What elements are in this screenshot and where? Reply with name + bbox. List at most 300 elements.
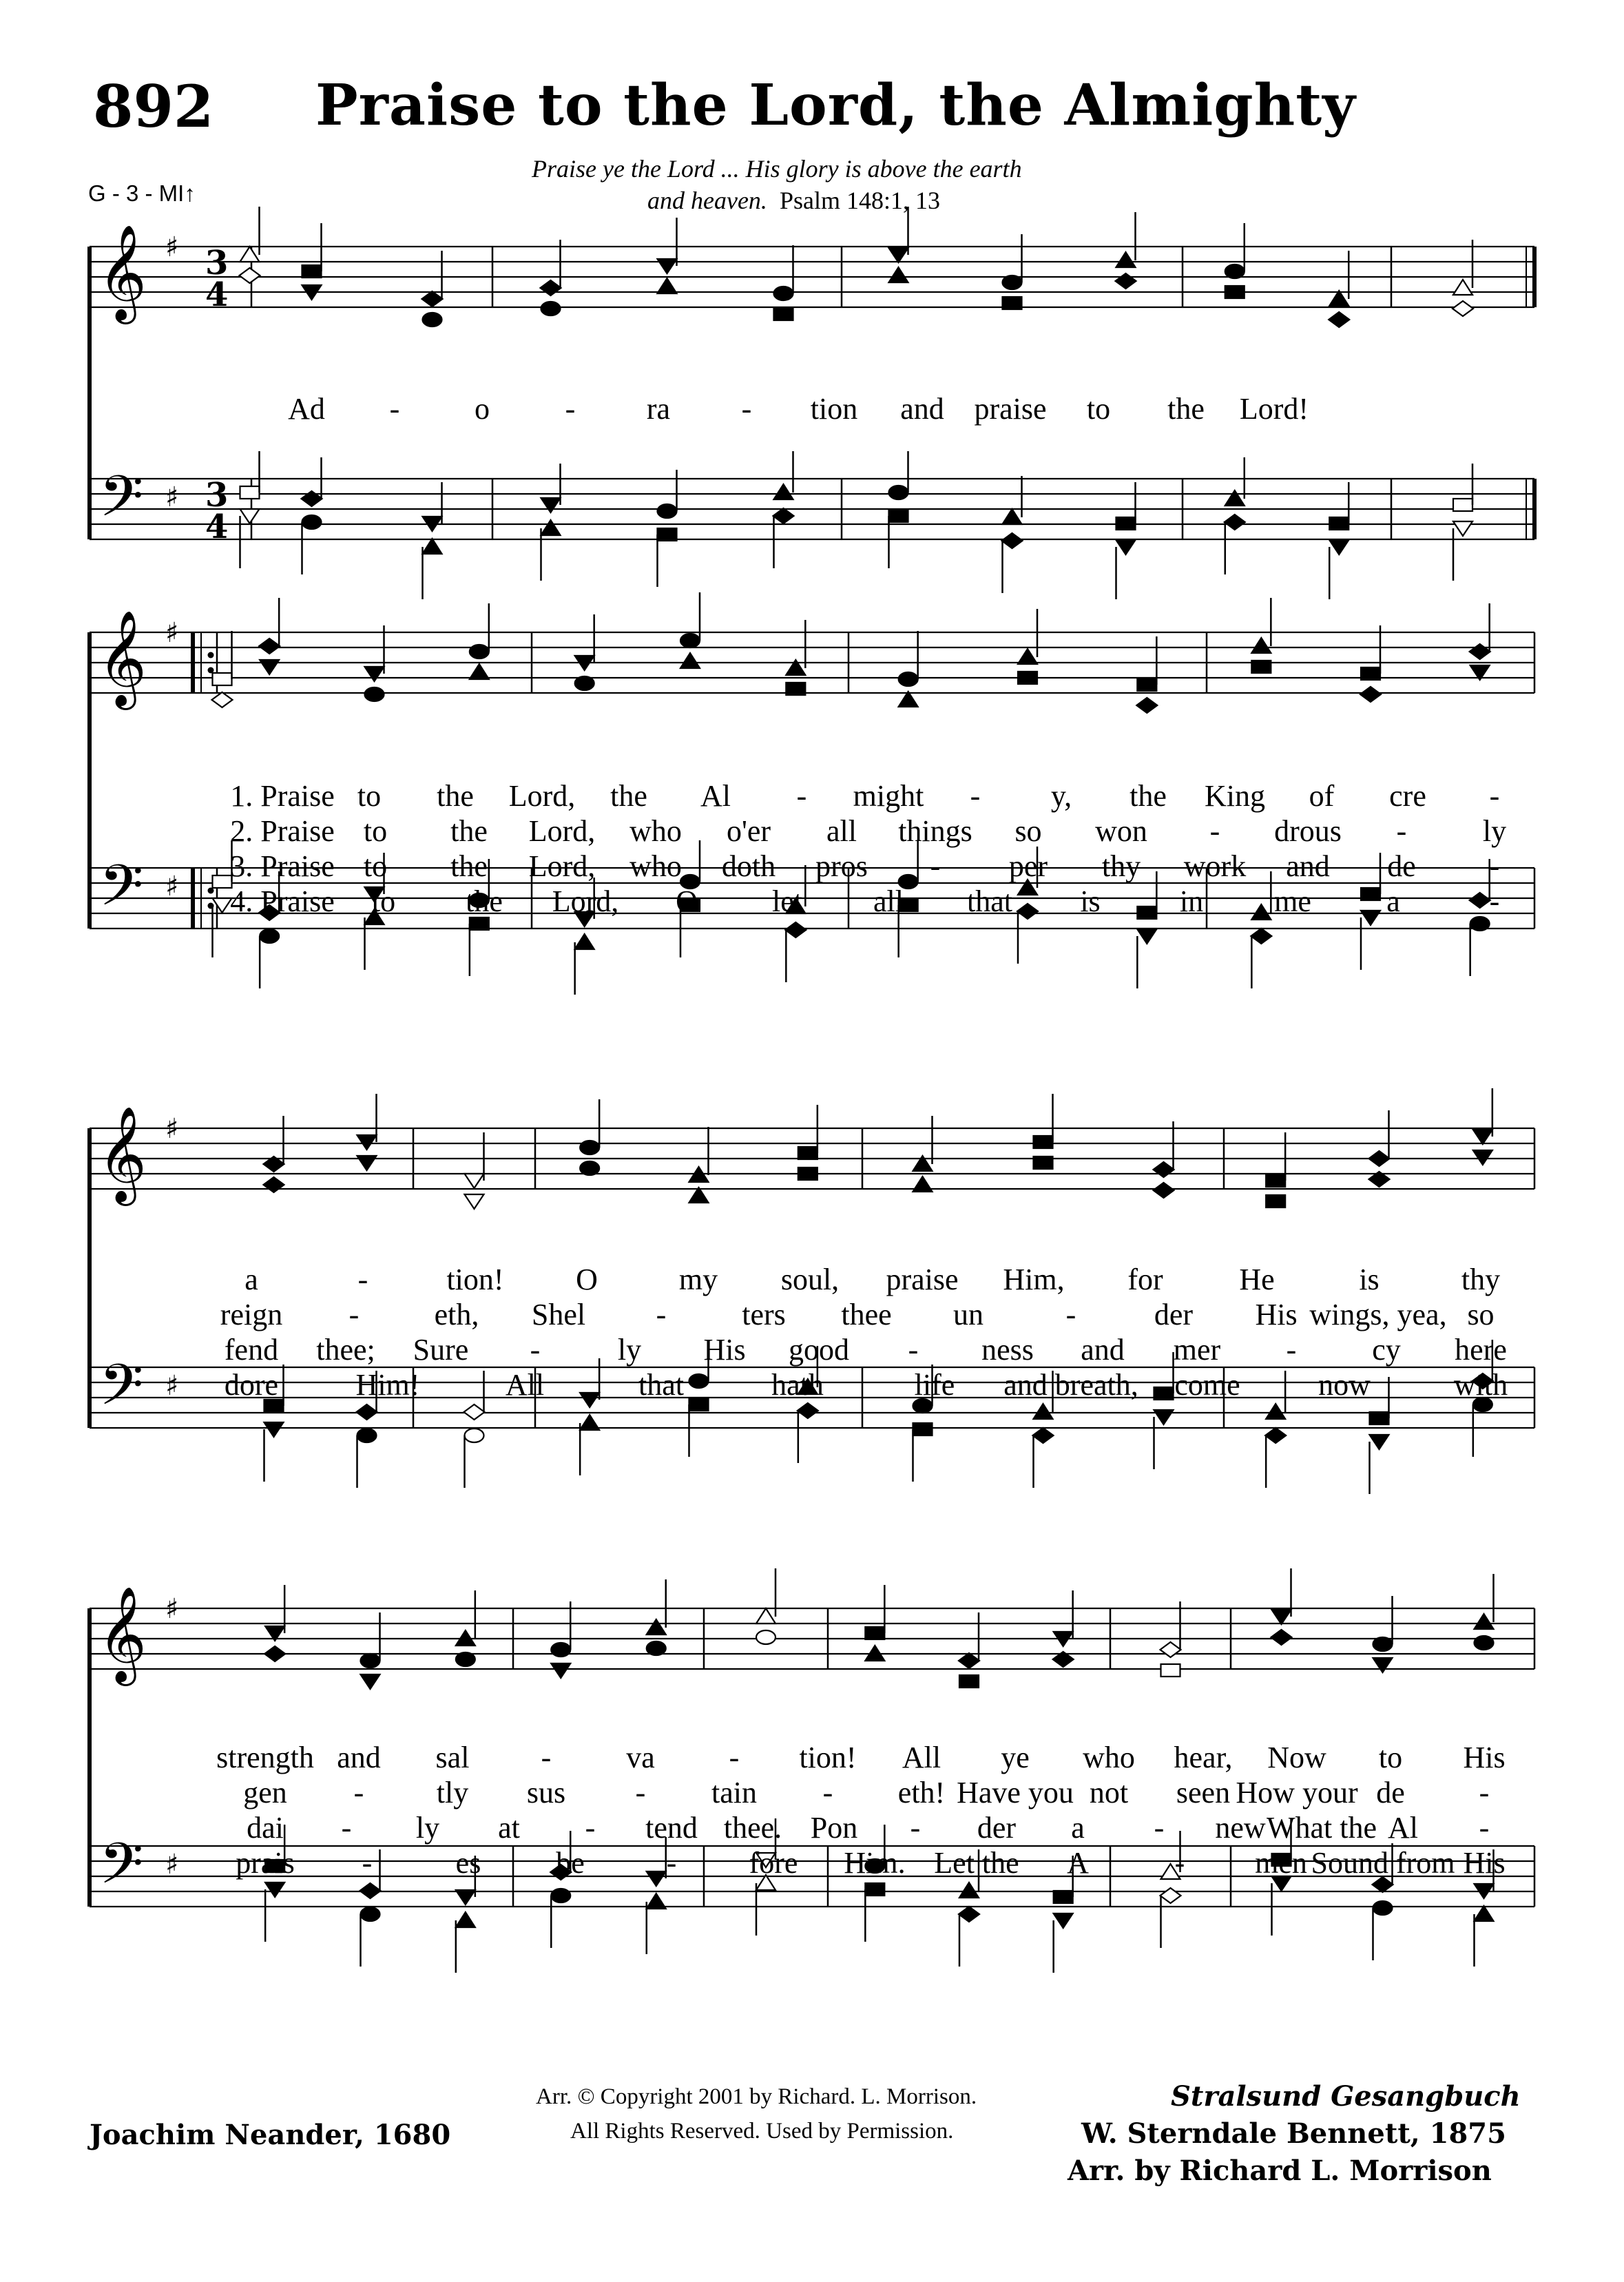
lyric-syllable: tend: [645, 1811, 698, 1845]
bass-note: [580, 1415, 599, 1430]
lyric-syllable: me: [1274, 884, 1311, 918]
lyric-syllable: won: [1095, 814, 1147, 848]
key-sharp: ♯: [165, 617, 179, 649]
lyric-syllable: His: [1463, 1741, 1506, 1774]
bass-note: [647, 1894, 666, 1909]
bass-note: [470, 917, 489, 930]
lyric-syllable: hath: [771, 1368, 824, 1402]
treble-note: [774, 287, 793, 300]
lyric-syllable: -: [1489, 849, 1500, 883]
alto-note: [1018, 672, 1037, 684]
lyric-syllable: -: [910, 1811, 921, 1845]
lyric-syllable: Lord,: [528, 814, 596, 848]
bass-note: [1033, 1428, 1054, 1443]
alto-note: [774, 308, 793, 320]
bass-note: [1225, 515, 1245, 530]
epigraph-line-1: Praise ye the Lord ... His glory is above the earth: [532, 155, 1022, 183]
bass-note: [357, 1429, 377, 1442]
tenor-note: [1329, 517, 1349, 530]
lyric-syllable: ly: [617, 1333, 642, 1367]
lyric-syllable: His: [703, 1333, 746, 1367]
tenor-note: [889, 486, 908, 499]
lyric-syllable: -: [1209, 814, 1220, 848]
lyric-syllable: to: [363, 849, 388, 883]
treble-note: [1116, 252, 1136, 267]
lyric-syllable: How your: [1236, 1776, 1358, 1809]
lyric-syllable: praise: [886, 1263, 959, 1296]
treble-note: [240, 247, 260, 262]
lyric-syllable: 3. Praise: [230, 849, 335, 883]
lyric-syllable: pros: [815, 849, 868, 883]
lyric-syllable: with: [1453, 1368, 1508, 1402]
tenor-note: [1003, 509, 1022, 524]
lyric-syllable: Him!: [355, 1368, 420, 1402]
bass-note: [773, 508, 794, 523]
alto-note: [260, 660, 279, 674]
lyric-syllable: here: [1455, 1333, 1507, 1367]
tenor-note: [580, 1393, 599, 1407]
lyric-syllable: der: [977, 1811, 1017, 1845]
treble-note: [465, 1174, 484, 1188]
lyric-syllable: thy: [1461, 1263, 1501, 1296]
lyric-syllable: -: [341, 1811, 352, 1845]
alto-note: [1360, 687, 1381, 702]
treble-note: [422, 291, 443, 307]
tenor-note: [240, 486, 260, 499]
bass-note: [264, 1422, 284, 1437]
lyric-syllable: might: [853, 779, 924, 813]
lyric-syllable: Al: [1388, 1811, 1418, 1845]
lyric-syllable: Lord,: [508, 779, 576, 813]
lyric-syllable: dore: [224, 1368, 279, 1402]
lyric-syllable: de: [1387, 849, 1416, 883]
tenor-note: [1137, 906, 1156, 919]
arranger-credit: Arr. by Richard L. Morrison: [1068, 2155, 1492, 2187]
lyric-syllable: and: [900, 392, 944, 426]
lyric-syllable: All: [505, 1368, 545, 1402]
treble-note: [551, 1643, 570, 1657]
lyric-syllable: to: [357, 779, 382, 813]
bass-note: [959, 1907, 979, 1922]
lyric-syllable: tion: [810, 392, 858, 426]
treble-note: [259, 639, 280, 654]
bass-note: [213, 898, 232, 913]
treble-note: [1361, 667, 1380, 680]
lyric-syllable: -: [970, 779, 981, 813]
lyric-syllable: that: [638, 1368, 684, 1402]
lyric-syllable: -: [908, 1333, 919, 1367]
lyric-syllable: work: [1183, 849, 1247, 883]
key-sharp: ♯: [165, 231, 179, 263]
tenor-note: [689, 1374, 709, 1388]
bass-note: [1453, 521, 1472, 536]
lyric-syllable: -: [822, 1776, 833, 1809]
lyric-syllable: a: [1386, 884, 1400, 918]
lyric-syllable: who: [1083, 1741, 1135, 1774]
treble-note: [1369, 1151, 1390, 1166]
lyric-syllable: -: [362, 1846, 373, 1880]
hymn-title: Praise to the Lord, the Almighty: [315, 72, 1356, 138]
alto-note: [1475, 1636, 1494, 1650]
treble-note: [580, 1141, 599, 1154]
tenor-note: [1453, 499, 1472, 511]
lyric-syllable: soul,: [780, 1263, 840, 1296]
lyric-syllable: per: [1008, 849, 1048, 883]
bass-note: [1154, 1410, 1174, 1424]
alto-note: [1003, 297, 1022, 309]
lyric-syllable: fend: [224, 1333, 279, 1367]
key-signature-label: G - 3 - MI↑: [88, 180, 196, 206]
tenor-note: [456, 1890, 475, 1905]
lyric-syllable: of: [1309, 779, 1335, 813]
lyric-syllable: O: [576, 1263, 598, 1296]
lyric-syllable: hear,: [1174, 1741, 1233, 1774]
bass-note: [1470, 917, 1490, 931]
lyric-syllable: o'er: [726, 814, 771, 848]
treble-note: [1329, 291, 1349, 306]
treble-note: [1137, 678, 1156, 691]
lyric-syllable: -: [741, 392, 752, 426]
treble-note: [302, 265, 322, 278]
lyric-syllable: va: [626, 1741, 655, 1774]
treble-note: [1453, 280, 1472, 295]
alto-note: [575, 676, 594, 690]
lyric-syllable: 1. Praise: [230, 779, 335, 813]
bass-note: [1017, 904, 1038, 919]
repeat-dot: [208, 652, 214, 658]
alto-note: [264, 1646, 285, 1661]
alto-note: [1251, 661, 1271, 673]
lyric-syllable: tion!: [799, 1741, 857, 1774]
alto-note: [913, 1176, 933, 1192]
treble-note: [899, 672, 918, 686]
lyric-syllable: to: [1378, 1741, 1403, 1774]
lyric-syllable: y,: [1050, 779, 1072, 813]
lyric-syllable: cre: [1389, 779, 1426, 813]
treble-note: [658, 259, 677, 273]
lyric-syllable: and: [1286, 849, 1330, 883]
lyric-syllable: the: [450, 849, 488, 883]
lyric-syllable: -: [389, 392, 400, 426]
lyric-syllable: the: [610, 779, 647, 813]
lyric-syllable: all: [873, 884, 904, 918]
tenor-note: [1116, 517, 1136, 530]
lyric-syllable: Have you: [957, 1776, 1074, 1809]
treble-note: [1018, 649, 1037, 664]
time-signature-denominator: 4: [205, 508, 229, 546]
alto-note: [899, 692, 918, 707]
lyric-syllable: doth: [721, 849, 776, 883]
lyric-syllable: -: [530, 1333, 541, 1367]
lyric-syllable: -: [348, 1298, 360, 1331]
bass-note: [1054, 1913, 1073, 1928]
treble-note: [756, 1608, 775, 1624]
lyric-syllable: -: [1065, 1298, 1076, 1331]
alto-note: [465, 1194, 484, 1209]
lyric-syllable: -: [796, 779, 807, 813]
alto-note: [1161, 1664, 1180, 1677]
alto-note: [689, 1187, 709, 1203]
tenor-note: [1361, 888, 1380, 900]
alto-note: [361, 1674, 380, 1689]
composer-credit: W. Sterndale Bennett, 1875: [1081, 2117, 1506, 2150]
lyric-syllable: the: [1167, 392, 1205, 426]
lyric-syllable: the: [450, 814, 488, 848]
lyric-syllable: ly: [415, 1811, 440, 1845]
treble-clef: 𝄞: [98, 610, 147, 706]
tenor-note: [774, 484, 793, 499]
lyric-syllable: -: [1154, 1811, 1165, 1845]
alto-note: [1329, 312, 1349, 327]
lyric-syllable: Lord,: [528, 849, 596, 883]
lyric-syllable: the: [466, 884, 503, 918]
bass-clef: 𝄢: [99, 852, 144, 933]
lyric-syllable: Al: [700, 779, 731, 813]
key-sharp: ♯: [165, 1849, 179, 1880]
time-signature-denominator: 4: [205, 276, 229, 314]
lyric-syllable: -: [1396, 814, 1407, 848]
alto-note: [1271, 1630, 1292, 1645]
lyric-syllable: His: [1255, 1298, 1298, 1331]
lyric-syllable: things: [898, 814, 972, 848]
lyric-syllable: mer: [1173, 1333, 1221, 1367]
tenor-note: [1054, 1891, 1073, 1903]
treble-note: [361, 1654, 380, 1668]
alto-note: [959, 1675, 979, 1688]
treble-clef: 𝄞: [98, 1586, 147, 1682]
alto-note: [365, 687, 384, 701]
bass-clef: 𝄢: [99, 463, 144, 543]
lyric-syllable: -: [1479, 1811, 1490, 1845]
lyric-syllable: tion!: [446, 1263, 504, 1296]
copyright-line-2: All Rights Reserved. Used by Permission.: [570, 2119, 954, 2144]
treble-note: [1251, 638, 1271, 653]
lyric-syllable: that: [967, 884, 1012, 918]
lyric-syllable: strength: [216, 1741, 314, 1774]
treble-note: [470, 645, 489, 658]
treble-note: [365, 667, 384, 681]
bass-note: [465, 1429, 484, 1442]
lyric-syllable: -: [1479, 1776, 1490, 1809]
tenor-note: [213, 875, 232, 888]
treble-note: [1373, 1637, 1393, 1651]
tenor-note: [1154, 1387, 1174, 1400]
lyric-syllable: is: [1080, 884, 1101, 918]
lyric-syllable: -: [656, 1298, 667, 1331]
lyric-syllable: -: [357, 1263, 368, 1296]
alto-note: [456, 1652, 475, 1666]
lyric-syllable: is: [1359, 1263, 1380, 1296]
tenor-note: [1251, 904, 1271, 920]
lyric-syllable: -: [353, 1776, 364, 1809]
lyric-syllable: men: [1255, 1846, 1307, 1880]
tenor-note: [1034, 1404, 1053, 1419]
lyric-syllable: es: [455, 1846, 481, 1880]
bass-note: [1370, 1435, 1389, 1449]
treble-note: [1003, 276, 1022, 289]
alto-note: [1373, 1658, 1393, 1672]
lyric-syllable: His: [1463, 1846, 1506, 1880]
alto-note: [423, 313, 442, 326]
lyric-syllable: All: [902, 1741, 941, 1774]
lyric-syllable: eth,: [434, 1298, 479, 1331]
lyric-syllable: life: [914, 1368, 955, 1402]
alto-note: [240, 268, 260, 283]
bass-note: [575, 934, 594, 949]
lyric-syllable: so: [1014, 814, 1042, 848]
copyright-line-1: Arr. © Copyright 2001 by Richard. L. Morrison.: [536, 2084, 977, 2109]
lyricist-credit: Joachim Neander, 1680: [90, 2119, 451, 2151]
bass-note: [456, 1912, 475, 1927]
tenor-note: [1370, 1412, 1389, 1424]
bass-note: [889, 510, 908, 522]
lyric-syllable: gen: [243, 1776, 287, 1809]
lyric-syllable: to: [363, 814, 388, 848]
lyric-syllable: prais: [236, 1846, 295, 1880]
bass-note: [913, 1423, 933, 1435]
scripture-reference: Psalm 148:1, 13: [779, 187, 940, 214]
lyric-syllable: tly: [436, 1776, 469, 1809]
key-sharp: ♯: [165, 481, 179, 513]
treble-note: [647, 1619, 666, 1635]
bass-clef: 𝄢: [99, 1351, 144, 1432]
alto-note: [1154, 1183, 1174, 1198]
lyric-syllable: to: [1086, 392, 1111, 426]
treble-note: [959, 1653, 979, 1668]
tenor-note: [360, 1883, 381, 1898]
lyric-syllable: and: [1081, 1333, 1125, 1367]
key-sharp: ♯: [165, 1593, 179, 1625]
alto-note: [658, 278, 677, 293]
lyric-syllable: ra: [646, 392, 671, 426]
key-sharp: ♯: [165, 1370, 179, 1402]
bass-note: [865, 1883, 884, 1896]
lyric-syllable: thee.: [723, 1811, 782, 1845]
treble-note: [1154, 1162, 1174, 1177]
bass-note: [798, 1403, 818, 1418]
lyric-syllable: Lord,: [552, 884, 619, 918]
bass-note: [302, 515, 322, 529]
lyric-syllable: new: [1215, 1811, 1266, 1845]
lyric-syllable: eth!: [897, 1776, 946, 1809]
bass-note: [1137, 929, 1156, 944]
bass-clef: 𝄢: [99, 1830, 144, 1911]
alto-note: [1473, 1150, 1492, 1165]
treble-note: [213, 673, 232, 685]
lyric-syllable: wings, yea,: [1309, 1298, 1447, 1331]
key-sharp: ♯: [165, 871, 179, 902]
alto-note: [1453, 301, 1473, 316]
lyric-syllable: -: [541, 1741, 552, 1774]
lyric-syllable: -: [1489, 779, 1500, 813]
lyric-syllable: sus: [526, 1776, 566, 1809]
bass-note: [1251, 929, 1271, 944]
lyric-syllable: and breath,: [1003, 1368, 1138, 1402]
bass-note: [551, 1889, 570, 1902]
lyric-syllable: ness: [981, 1333, 1034, 1367]
lyric-syllable: -: [1489, 884, 1500, 918]
treble-note: [1475, 1614, 1494, 1629]
lyric-syllable: dai: [247, 1811, 284, 1845]
lyric-syllable: What the: [1266, 1811, 1377, 1845]
alto-note: [1034, 1156, 1053, 1169]
lyric-syllable: Let the: [934, 1846, 1019, 1880]
alto-note: [580, 1161, 599, 1175]
lyric-syllable: Pon: [810, 1811, 858, 1845]
lyric-syllable: all: [826, 814, 857, 848]
treble-note: [865, 1627, 884, 1639]
alto-note: [889, 267, 908, 282]
lyric-syllable: Sure: [413, 1333, 469, 1367]
lyric-syllable: King: [1205, 779, 1265, 813]
treble-note: [680, 634, 700, 647]
lyric-syllable: -: [930, 849, 941, 883]
lyric-syllable: ye: [1001, 1741, 1030, 1774]
lyric-syllable: -: [565, 392, 576, 426]
lyric-syllable: -: [729, 1741, 740, 1774]
lyric-syllable: at: [498, 1811, 520, 1845]
lyric-syllable: He: [1239, 1263, 1275, 1296]
alto-note: [680, 653, 700, 668]
bass-note: [260, 929, 279, 943]
lyric-syllable: ters: [742, 1298, 786, 1331]
tenor-note: [541, 498, 561, 512]
lyric-syllable: thy: [1101, 849, 1141, 883]
lyric-syllable: thee;: [316, 1333, 375, 1367]
bass-note: [785, 922, 806, 937]
alto-note: [647, 1641, 666, 1655]
tenor-note: [357, 1404, 377, 1420]
bass-note: [1116, 540, 1136, 554]
alto-note: [357, 1156, 377, 1170]
bass-note: [265, 1882, 284, 1897]
lyric-syllable: for: [1127, 1263, 1163, 1296]
lyric-syllable: now: [1318, 1368, 1371, 1402]
key-sharp: ♯: [165, 1113, 179, 1145]
lyric-syllable: good: [789, 1333, 849, 1367]
hymn-number: 892: [93, 72, 214, 141]
lyric-syllable: tain: [711, 1776, 757, 1809]
treble-note: [1470, 644, 1490, 659]
lyric-syllable: the: [1129, 779, 1167, 813]
lyric-syllable: who: [629, 814, 682, 848]
lyric-syllable: -: [635, 1776, 646, 1809]
tenor-note: [658, 504, 677, 518]
lyric-syllable: 4. Praise: [230, 884, 335, 918]
bass-note: [1373, 1901, 1393, 1915]
alto-note: [541, 302, 561, 315]
lyric-syllable: be: [556, 1846, 585, 1880]
lyric-syllable: fore: [749, 1846, 798, 1880]
alto-note: [756, 1630, 775, 1644]
lyric-syllable: in: [1179, 884, 1204, 918]
lyric-syllable: to: [371, 884, 396, 918]
lyric-syllable: come: [1174, 1368, 1240, 1402]
treble-note: [1160, 1642, 1181, 1657]
lyric-syllable: Shel: [531, 1298, 586, 1331]
tune-source-credit: Stralsund Gesangbuch: [1171, 2080, 1521, 2113]
lyric-syllable: so: [1467, 1298, 1495, 1331]
bass-note: [1002, 533, 1023, 548]
bass-note: [1160, 1888, 1181, 1903]
lyric-syllable: -: [1286, 1333, 1297, 1367]
bass-note: [1265, 1428, 1286, 1443]
alto-note: [1116, 273, 1136, 289]
bass-note: [361, 1907, 380, 1921]
lyric-syllable: a: [1071, 1811, 1085, 1845]
treble-note: [357, 1135, 377, 1150]
tenor-note: [959, 1882, 979, 1898]
